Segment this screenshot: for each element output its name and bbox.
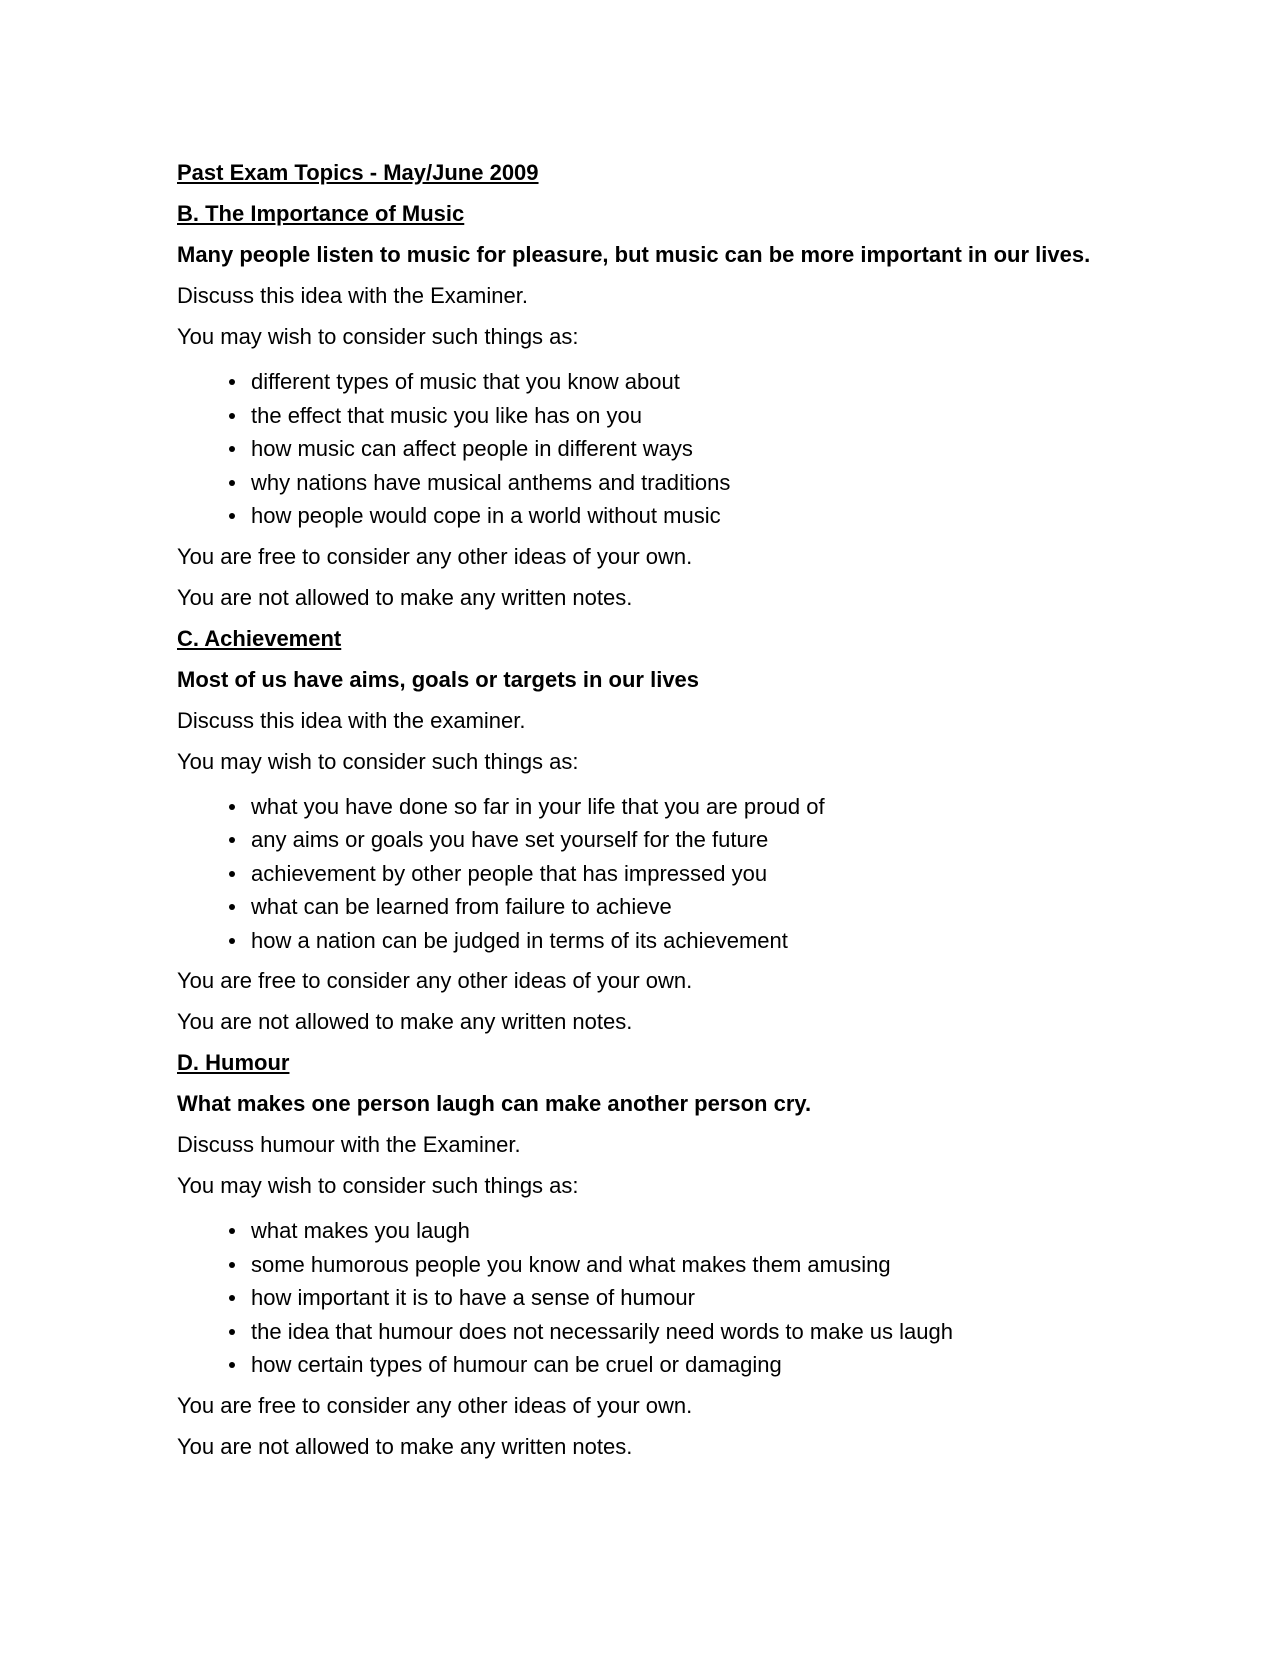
section-instruction: Discuss this idea with the Examiner. xyxy=(177,283,528,308)
consider-intro: You may wish to consider such things as: xyxy=(177,1173,579,1198)
document-title: Past Exam Topics - May/June 2009 xyxy=(177,160,539,185)
bullet-icon xyxy=(229,513,235,519)
list-item xyxy=(229,924,1130,958)
bullet-icon xyxy=(229,871,235,877)
list-item-text: how a nation can be judged in terms of its achievement xyxy=(251,927,788,953)
list-item-text: how music can affect people in different ways xyxy=(251,436,693,461)
list-item xyxy=(229,1348,1130,1382)
bullet-icon xyxy=(229,379,235,385)
no-notes-rule: You are not allowed to make any written notes. xyxy=(177,1009,633,1034)
list-item-text: the idea that humour does not necessarily need words to make us laugh xyxy=(251,1318,953,1344)
list-item-text: some humorous people you know and what makes them amusing xyxy=(251,1251,891,1277)
consider-intro: You may wish to consider such things as: xyxy=(177,748,579,774)
list-item xyxy=(229,1315,1130,1349)
bullet-icon xyxy=(229,1295,235,1301)
bullet-icon xyxy=(229,446,235,452)
section-prompt: Most of us have aims, goals or targets in our lives xyxy=(177,666,700,692)
consider-intro: You may wish to consider such things as: xyxy=(177,324,579,349)
free-ideas-note: You are free to consider any other ideas of your own. xyxy=(177,968,693,993)
list-item-text: how people would cope in a world without music xyxy=(251,503,721,528)
list-item xyxy=(229,466,1130,500)
section-instruction: Discuss this idea with the examiner. xyxy=(177,707,526,733)
bullet-icon xyxy=(229,904,235,910)
list-item xyxy=(229,432,1130,466)
no-notes-rule: You are not allowed to make any written notes. xyxy=(177,1433,633,1459)
list-item-text: any aims or goals you have set yourself for the future xyxy=(251,827,769,852)
list-item-text: what makes you laugh xyxy=(251,1218,470,1243)
section-importance-of-music xyxy=(177,201,1130,611)
list-item xyxy=(229,1214,1130,1248)
list-item-text: what can be learned from failure to achieve xyxy=(251,894,672,919)
bullet-icon xyxy=(229,1262,235,1268)
consider-list xyxy=(177,1214,1130,1382)
bullet-icon xyxy=(229,413,235,419)
list-item xyxy=(229,823,1130,857)
consider-list xyxy=(177,790,1130,958)
list-item xyxy=(229,857,1130,891)
list-item-text: the effect that music you like has on you xyxy=(251,402,642,428)
list-item-text: what you have done so far in your life that you are proud of xyxy=(251,793,825,819)
bullet-icon xyxy=(229,1329,235,1335)
list-item xyxy=(229,1248,1130,1282)
list-item xyxy=(229,365,1130,399)
section-humour xyxy=(177,1050,1130,1460)
section-heading: C. Achievement xyxy=(177,625,342,651)
consider-list xyxy=(177,365,1130,533)
bullet-icon xyxy=(229,1362,235,1368)
no-notes-rule: You are not allowed to make any written notes. xyxy=(177,584,633,610)
bullet-icon xyxy=(229,938,235,944)
section-achievement xyxy=(177,626,1130,1036)
free-ideas-note: You are free to consider any other ideas of your own. xyxy=(177,543,693,569)
list-item-text: achievement by other people that has impressed you xyxy=(251,860,768,886)
section-instruction: Discuss humour with the Examiner. xyxy=(177,1132,521,1157)
bullet-icon xyxy=(229,480,235,486)
list-item xyxy=(229,890,1130,924)
list-item-text: how important it is to have a sense of humour xyxy=(251,1285,695,1310)
list-item-text: why nations have musical anthems and traditions xyxy=(251,469,731,495)
section-heading: B. The Importance of Music xyxy=(177,201,465,226)
list-item-text: how certain types of humour can be cruel or damaging xyxy=(251,1352,782,1377)
bullet-icon xyxy=(229,837,235,843)
bullet-icon xyxy=(229,804,235,810)
list-item xyxy=(229,790,1130,824)
bullet-icon xyxy=(229,1228,235,1234)
list-item xyxy=(229,399,1130,433)
list-item xyxy=(229,499,1130,533)
list-item xyxy=(229,1281,1130,1315)
section-heading: D. Humour xyxy=(177,1050,290,1075)
free-ideas-note: You are free to consider any other ideas of your own. xyxy=(177,1392,693,1418)
section-prompt: What makes one person laugh can make another person cry. xyxy=(177,1091,812,1116)
section-prompt: Many people listen to music for pleasure, but music can be more important in our lives. xyxy=(177,242,1091,267)
list-item-text: different types of music that you know about xyxy=(251,369,680,394)
